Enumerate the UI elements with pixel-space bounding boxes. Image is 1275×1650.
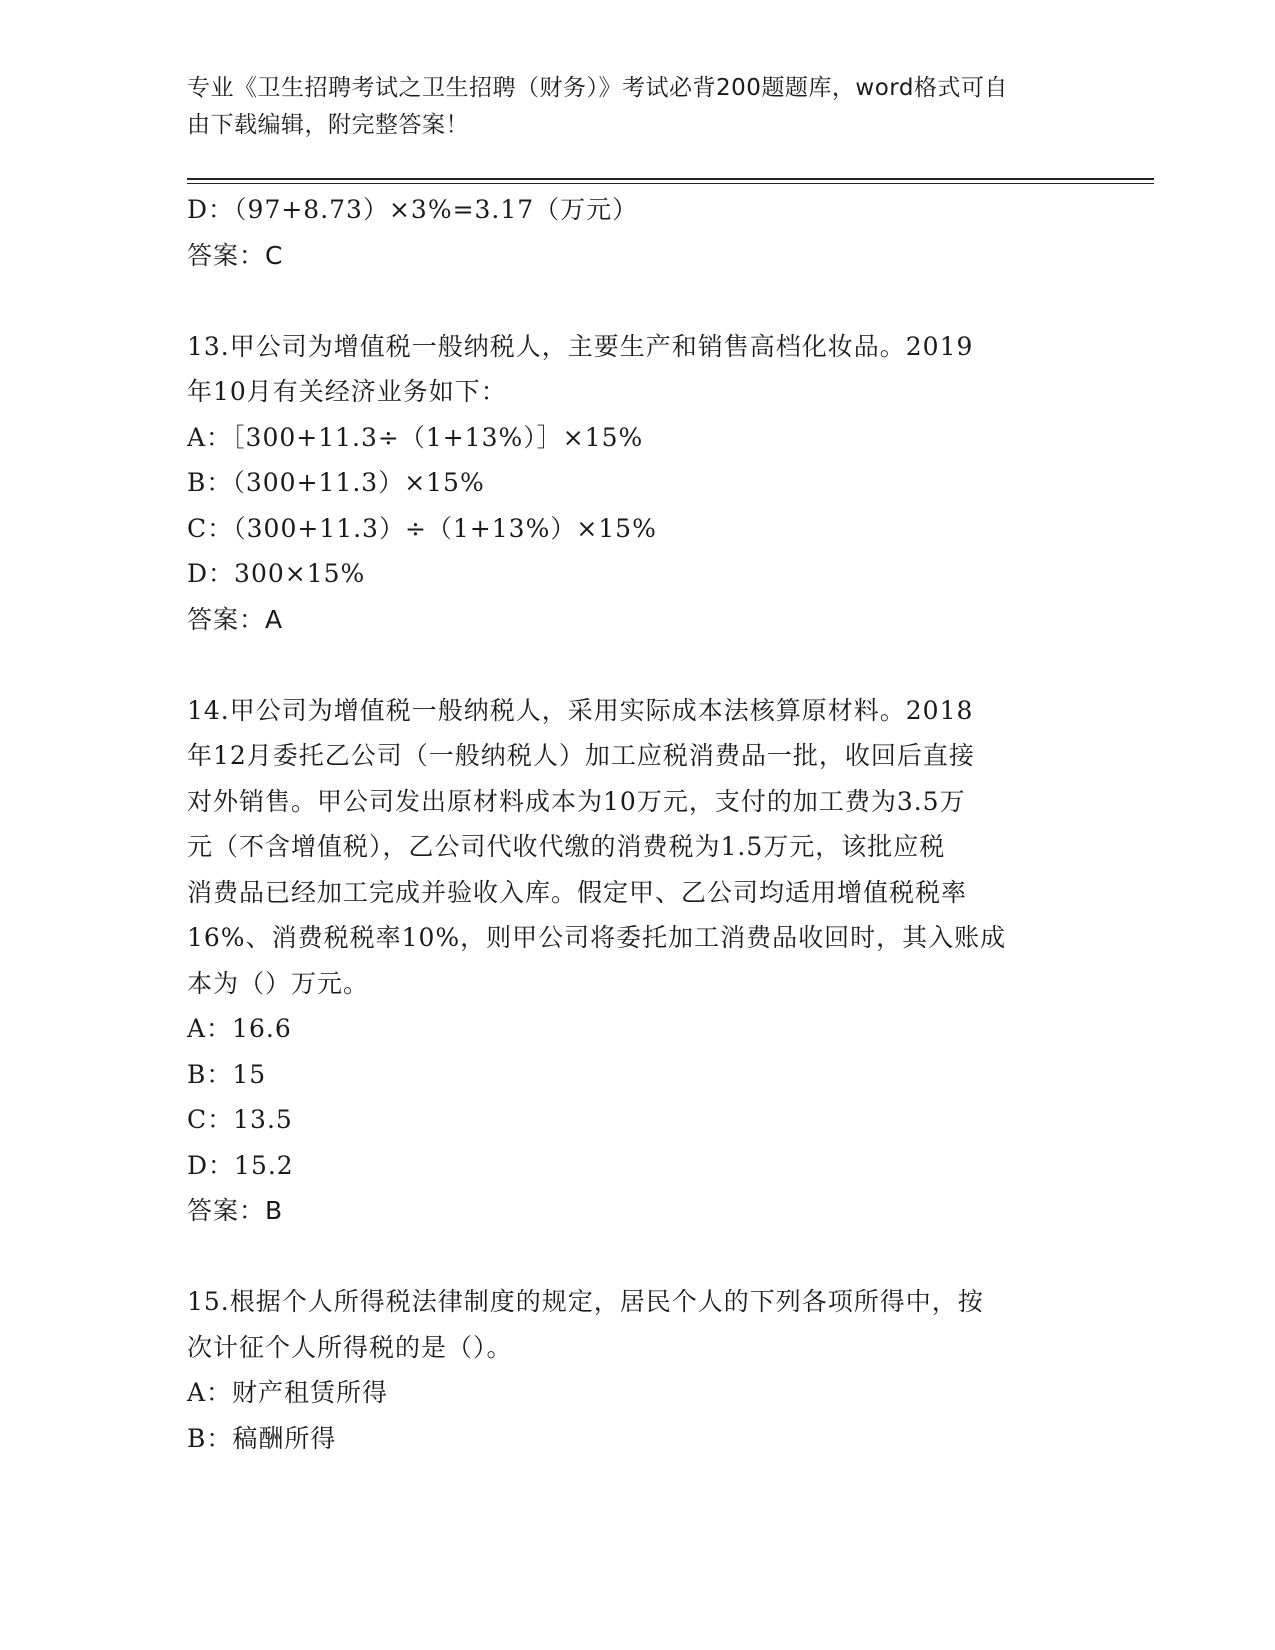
question-stem: 14.甲公司为增值税一般纳税人，采用实际成本法核算原材料。2018 bbox=[187, 695, 974, 725]
option-b: B：15 bbox=[187, 1059, 267, 1089]
option-b: B：（300+11.3）×15% bbox=[187, 468, 485, 497]
question-stem: 16%、消费税税率10%，则甲公司将委托加工消费品收回时，其入账成 bbox=[187, 923, 1007, 952]
question-stem: 本为（）万元。 bbox=[187, 968, 370, 998]
document-body bbox=[187, 187, 1087, 1461]
question-stem: 13.甲公司为增值税一般纳税人，主要生产和销售高档化妆品。2019 bbox=[187, 331, 974, 361]
question-15 bbox=[187, 1279, 1087, 1461]
question-stem: 15.根据个人所得税法律制度的规定，居民个人的下列各项所得中，按 bbox=[187, 1287, 984, 1316]
option-d: D：（97+8.73）×3%=3.17（万元） bbox=[187, 195, 639, 224]
header-line-2: 由下载编辑，附完整答案！ bbox=[187, 112, 469, 138]
answer: 答案：A bbox=[187, 604, 284, 634]
answer: 答案：B bbox=[187, 1196, 284, 1225]
option-a: A：财产租赁所得 bbox=[187, 1378, 389, 1407]
question-13 bbox=[187, 324, 1087, 643]
question-stem: 年10月有关经济业务如下： bbox=[187, 377, 507, 406]
header-divider-thin bbox=[187, 183, 1154, 184]
question-stem: 元（不含增值税），乙公司代收代缴的消费税为1.5万元，该批应税 bbox=[187, 832, 946, 861]
question-stem: 年12月委托乙公司（一般纳税人）加工应税消费品一批，收回后直接 bbox=[187, 741, 975, 770]
header-divider-thick bbox=[187, 178, 1154, 180]
question-stem: 对外销售。甲公司发出原材料成本为10万元，支付的加工费为3.5万 bbox=[187, 786, 966, 816]
question-stem: 消费品已经加工完成并验收入库。假定甲、乙公司均适用增值税税率 bbox=[187, 877, 968, 907]
option-a: A：16.6 bbox=[187, 1014, 292, 1043]
option-d: D：15.2 bbox=[187, 1150, 294, 1180]
question-14 bbox=[187, 688, 1087, 1234]
document-header bbox=[187, 70, 1087, 144]
header-line-1: 专业《卫生招聘考试之卫生招聘（财务）》考试必背200题题库，word格式可自 bbox=[187, 75, 1008, 101]
question-12-tail bbox=[187, 187, 1087, 278]
question-stem: 次计征个人所得税的是（）。 bbox=[187, 1332, 513, 1362]
option-c: C：（300+11.3）÷（1+13%）×15% bbox=[187, 513, 657, 543]
option-a: A：［300+11.3÷（1+13%）］×15% bbox=[187, 422, 644, 452]
option-d: D：300×15% bbox=[187, 559, 366, 588]
option-c: C：13.5 bbox=[187, 1105, 293, 1134]
option-b: B：稿酬所得 bbox=[187, 1423, 337, 1453]
answer: 答案：C bbox=[187, 240, 284, 270]
